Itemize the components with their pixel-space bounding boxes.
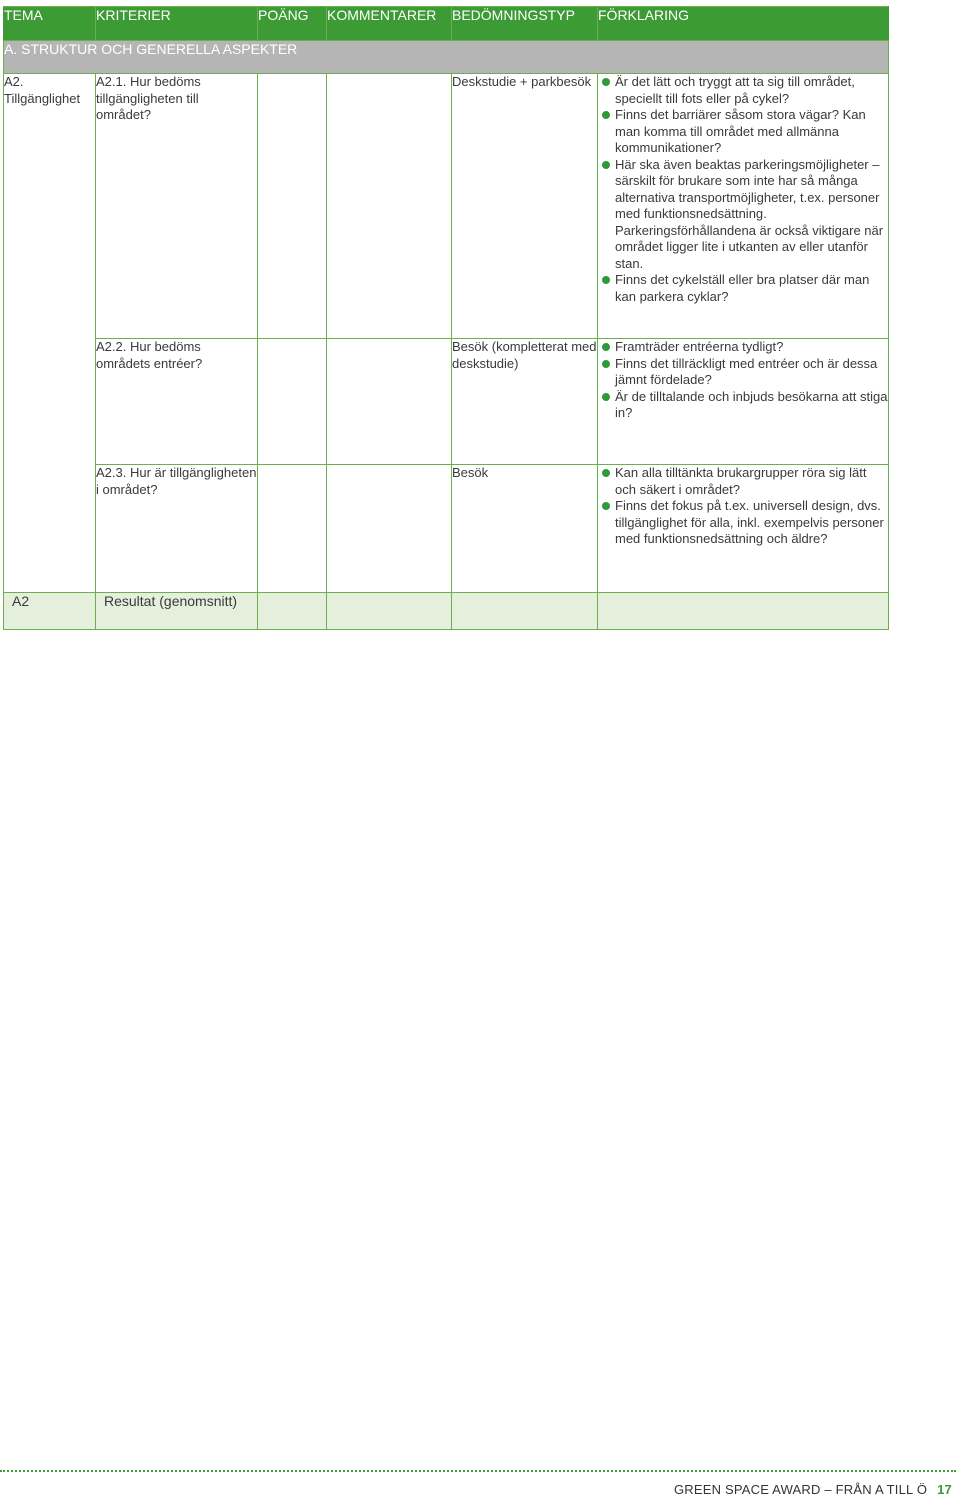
header-forklaring: FÖRKLARING: [598, 7, 889, 41]
footer-divider: [0, 1470, 956, 1472]
section-title: A. STRUKTUR OCH GENERELLA ASPEKTER: [4, 41, 889, 74]
score-cell[interactable]: [258, 339, 327, 465]
list-item: Finns det barriärer såsom stora vägar? Kan man komma till området med allmänna kommunikationer?: [598, 107, 888, 157]
header-bedomningstyp: BEDÖMNINGSTYP: [452, 7, 598, 41]
list-item: Framträder entréerna tydligt?: [598, 339, 888, 356]
score-cell[interactable]: [258, 465, 327, 593]
list-item: Finns det fokus på t.ex. universell design, dvs. tillgänglighet för alla, inkl. exempelvis personer med funktionsnedsättning och äldre?: [598, 498, 888, 548]
list-item: Här ska även beaktas parkeringsmöjligheter – särskilt för brukare som inte har så många alternativa transportmöjligheter, t.ex. personer med funktionsnedsättning. Parkeringsförhållandena är också viktigare när området ligger lite i utkanten av eller utanför stan.: [598, 157, 888, 273]
list-item: Kan alla tilltänkta brukargrupper röra sig lätt och säkert i området?: [598, 465, 888, 498]
result-label: Resultat (genomsnitt): [96, 593, 258, 630]
criterion-cell: A2.3. Hur är tillgängligheten i området?: [96, 465, 258, 593]
comment-cell[interactable]: [327, 339, 452, 465]
result-code: A2: [4, 593, 96, 630]
table-row: [4, 465, 889, 593]
header-poang: POÄNG: [258, 7, 327, 41]
comment-cell[interactable]: [327, 74, 452, 339]
result-empty-cell: [598, 593, 889, 630]
assessment-type-cell: Besök (kompletterat med deskstudie): [452, 339, 598, 465]
explanation-list: [598, 74, 888, 305]
explanation-cell: [598, 465, 889, 593]
result-comment-cell[interactable]: [327, 593, 452, 630]
header-row: [4, 7, 889, 41]
criterion-cell: A2.1. Hur bedöms tillgängligheten till området?: [96, 74, 258, 339]
result-empty-cell: [452, 593, 598, 630]
page-number: 17: [937, 1482, 952, 1497]
explanation-cell: [598, 339, 889, 465]
footer: [674, 1482, 952, 1497]
result-row: [4, 593, 889, 630]
list-item: Är de tilltalande och inbjuds besökarna att stiga in?: [598, 389, 888, 422]
assessment-type-cell: Deskstudie + parkbesök: [452, 74, 598, 339]
explanation-list: [598, 465, 888, 548]
table-row: [4, 74, 889, 339]
score-cell[interactable]: [258, 74, 327, 339]
comment-cell[interactable]: [327, 465, 452, 593]
section-row: [4, 41, 889, 74]
header-kriterier: KRITERIER: [96, 7, 258, 41]
assessment-type-cell: Besök: [452, 465, 598, 593]
header-tema: TEMA: [4, 7, 96, 41]
criterion-cell: A2.2. Hur bedöms områdets entréer?: [96, 339, 258, 465]
explanation-list: [598, 339, 888, 422]
explanation-cell: [598, 74, 889, 339]
footer-title: GREEN SPACE AWARD – FRÅN A TILL Ö: [673, 1482, 928, 1497]
table-row: [4, 339, 889, 465]
list-item: Finns det cykelställ eller bra platser där man kan parkera cyklar?: [598, 272, 888, 305]
header-kommentarer: KOMMENTARER: [327, 7, 452, 41]
criteria-table: [3, 6, 889, 630]
list-item: Är det lätt och tryggt att ta sig till området, speciellt till fots eller på cykel?: [598, 74, 888, 107]
theme-cell: A2. Tillgänglighet: [4, 74, 96, 593]
list-item: Finns det tillräckligt med entréer och är dessa jämnt fördelade?: [598, 356, 888, 389]
result-score-cell[interactable]: [258, 593, 327, 630]
